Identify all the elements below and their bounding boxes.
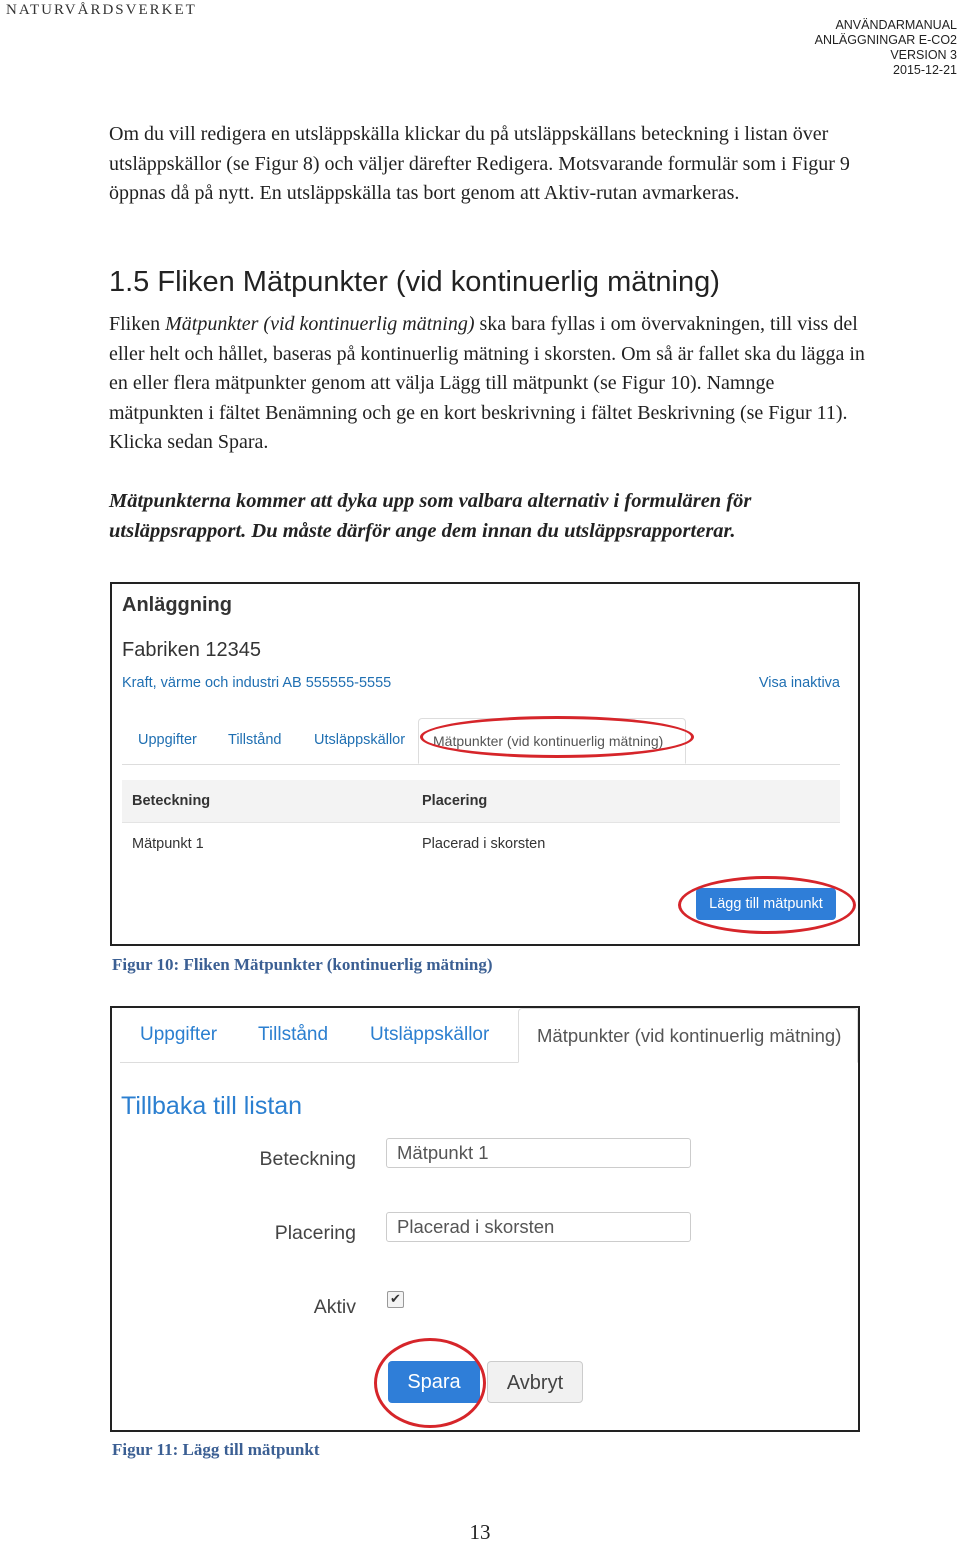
figure-11-caption: Figur 11: Lägg till mätpunkt bbox=[112, 1440, 320, 1459]
column-header-placering: Placering bbox=[422, 793, 488, 809]
show-inactive-link[interactable]: Visa inaktiva bbox=[758, 675, 840, 691]
placering-input[interactable]: Placerad i skorsten bbox=[386, 1212, 691, 1242]
intro-paragraph: Om du vill redigera en utsläppskälla klickar du på utsläppskällans beteckning i listan över utsläppskällor (se Figur 8) och väljer därefter Redigera. Motsvarande formulär som i Figur 9 öppnas då på nytt. En utsläppskälla tas bort genom att Aktiv-rutan avmarkeras. bbox=[109, 123, 850, 204]
tab-utslappskallor[interactable]: Utsläppskällor bbox=[370, 1024, 490, 1045]
table-header bbox=[122, 780, 840, 823]
column-header-beteckning: Beteckning bbox=[132, 793, 211, 809]
meta-line: 2015-12-21 bbox=[893, 63, 957, 77]
beteckning-input[interactable]: Mätpunkt 1 bbox=[386, 1138, 691, 1168]
tab-bar bbox=[120, 1008, 848, 1063]
placering-label: Placering bbox=[274, 1222, 356, 1244]
beteckning-label: Beteckning bbox=[259, 1148, 356, 1170]
tab-tillstand[interactable]: Tillstånd bbox=[228, 732, 282, 748]
meta-line: ANVÄNDARMANUAL bbox=[835, 18, 957, 32]
organization-link[interactable]: Kraft, värme och industri AB 555555-5555 bbox=[122, 675, 392, 691]
meta-line: ANLÄGGNINGAR E-CO2 bbox=[814, 33, 957, 47]
document-meta bbox=[815, 18, 957, 78]
figure-10-screenshot bbox=[110, 582, 860, 946]
row-beteckning-link[interactable]: Mätpunkt 1 bbox=[132, 836, 204, 852]
tab-matpunkter[interactable] bbox=[418, 718, 686, 764]
tab-matpunkter-label: Mätpunkter (vid kontinuerlig mätning) bbox=[433, 733, 664, 749]
section-paragraph-rest: ska bara fyllas i om övervakningen, till viss del eller helt och hållet, baseras på kontinuerlig mätning i skorsten. Om så är fallet ska du lägga in en eller flera mätpunkter genom att välja Lägg till mätpunkt (se Figur 10). Namnge mätpunkten i fältet Benämning och ge en kort beskrivning i fältet Beskrivning (se Figur 11). Klicka sedan Spara. bbox=[109, 313, 865, 453]
tab-tillstand[interactable]: Tillstånd bbox=[258, 1024, 329, 1045]
tab-uppgifter[interactable]: Uppgifter bbox=[138, 732, 197, 748]
facility-name: Fabriken 12345 bbox=[122, 639, 261, 661]
cancel-button[interactable]: Avbryt bbox=[487, 1361, 583, 1403]
tab-matpunkter[interactable] bbox=[518, 1008, 858, 1063]
tab-bar bbox=[122, 718, 840, 765]
figure-10-caption: Figur 10: Fliken Mätpunkter (kontinuerlig mätning) bbox=[112, 955, 493, 974]
row-placering: Placerad i skorsten bbox=[422, 836, 546, 852]
aktiv-label: Aktiv bbox=[313, 1296, 356, 1318]
save-button[interactable]: Spara bbox=[388, 1361, 480, 1403]
tab-utslappskallor[interactable]: Utsläppskällor bbox=[314, 732, 406, 748]
aktiv-checkbox[interactable]: ✔ bbox=[387, 1291, 404, 1308]
figure-11-screenshot bbox=[110, 1006, 860, 1432]
table-row bbox=[122, 822, 840, 862]
back-to-list-link[interactable]: Tillbaka till listan bbox=[121, 1092, 303, 1120]
section-heading: 1.5 Fliken Mätpunkter (vid kontinuerlig mätning) bbox=[109, 266, 720, 298]
important-note: Mätpunkterna kommer att dyka upp som valbara alternativ i formulären för utsläppsrapport. Du måste därför ange dem innan du utsläppsrapporterar. bbox=[109, 490, 752, 542]
section-paragraph bbox=[109, 310, 869, 458]
tab-uppgifter[interactable]: Uppgifter bbox=[140, 1024, 218, 1045]
agency-logo-text: NATURVÅRDSVERKET bbox=[6, 2, 197, 18]
section-paragraph-start: Fliken bbox=[109, 313, 166, 335]
page-number: 13 bbox=[469, 1520, 491, 1544]
section-paragraph-emphasis: Mätpunkter (vid kontinuerlig mätning) bbox=[165, 313, 475, 335]
tab-matpunkter-label: Mätpunkter (vid kontinuerlig mätning) bbox=[537, 1025, 842, 1046]
add-measurement-point-button[interactable]: Lägg till mätpunkt bbox=[696, 888, 836, 920]
facility-section-title: Anläggning bbox=[122, 594, 232, 616]
meta-line: VERSION 3 bbox=[890, 48, 957, 62]
